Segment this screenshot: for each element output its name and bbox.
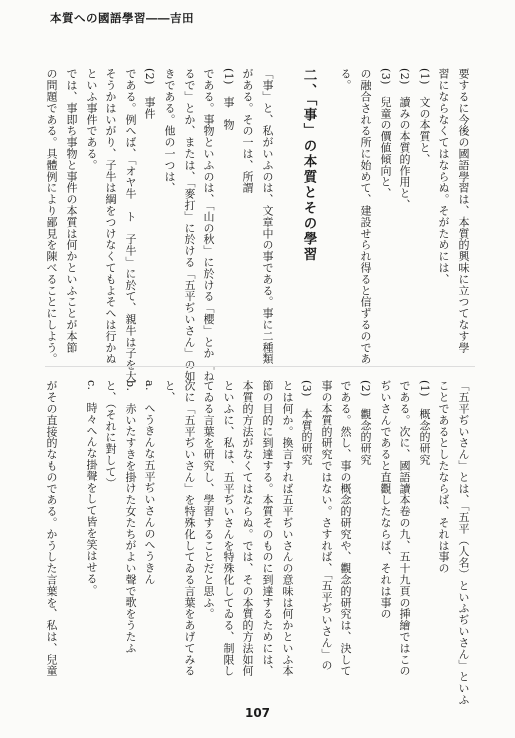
section-heading: 二、「事」の本質とその學習: [300, 68, 317, 263]
text-column: (3) 本質的研究: [300, 380, 313, 466]
section-divider: [45, 366, 475, 367]
text-column: である。例へば、「オヤ牛 ト 子牛」に於て、親牛は子を大: [124, 68, 137, 382]
text-column: (1) 概念的研究: [418, 380, 431, 466]
text-column: の融合される所に始めて、建設せられ得ると信ずるのであ: [359, 68, 372, 365]
text-column: きである。他の一つは、: [163, 68, 176, 194]
page-number: 107: [244, 706, 271, 720]
text-column: そうかはいがり、子牛は綱をつけなくてもよそへは行かぬ: [104, 68, 117, 365]
text-column: ことであるとしたならば、それは事の: [437, 380, 450, 574]
text-column: である。然し、事の概念的研究や、觀念的研究は、決して: [339, 380, 352, 677]
text-column: a. へうきんな五平ぢいさんのへうきん: [143, 380, 156, 585]
text-column: である。事物といふのは、「山の秋」に於ける「櫻」とか「ね: [202, 68, 215, 382]
text-column: 本質的方法がなくてはならぬ。では、その本質的方法如何: [241, 380, 254, 677]
text-column: 習にならなくてはならぬ。そがためには、: [437, 68, 450, 285]
text-column: 要するに今後の國語學習は、本質的興味に立つてなす學: [457, 68, 470, 353]
text-column: るで」とか、または、「麥打」に於ける「五平ぢいさん」の如: [183, 68, 196, 382]
text-column: てゐる言葉を研究し、學習することだと思ふ。: [202, 380, 215, 620]
text-column: 「事」と、私がいふのは、文章中の事である。事に二種類: [261, 68, 274, 365]
text-column: 事の本質的研究ではない。さすれば、「五平ぢいさん」の: [320, 380, 333, 671]
text-column: (2) 觀念的研究: [359, 380, 372, 466]
text-column: がある。その一は、所謂: [241, 68, 254, 194]
text-column: がその直接的なものである。かうした言葉を、私は、兒童: [45, 380, 58, 677]
text-column: の問題である。具體例により鄙見を陳べることにしよう。: [45, 68, 58, 365]
text-column: 節の目的に到達する。本質そのものに到達するためには、: [261, 380, 274, 677]
text-column: (1) 事 物: [222, 68, 235, 131]
text-column: (1) 文の本質と、: [418, 68, 431, 165]
text-column: である。次に、國語讀本卷の九、五十九頁の挿繪ではこの: [398, 380, 411, 677]
text-column: と、（それに對して）: [104, 380, 117, 489]
text-column: 次に「五平ぢいさん」を特殊化してゐる言葉をあげてみる: [183, 380, 196, 677]
text-column: では、事即ち事物と事件の本質は何かといふことが本節: [65, 68, 78, 353]
text-column: といふに、私は、五平ぢいさんを特殊化してゐる、制限し: [222, 380, 235, 677]
text-column: b. 赤いたすきを掛けた女たちがよい聲で歌をうたふ: [124, 380, 137, 654]
text-column: といふ事件である。: [85, 68, 98, 171]
text-column: (2) 事件: [143, 68, 156, 119]
text-column: とは何か。換言すれば五平ぢいさんの意味は何かといふ本: [281, 380, 294, 677]
text-column: c. 時々へんな掛聲をして皆を笑はせる。: [85, 380, 98, 596]
text-column: ぢいさんであると直觀したならば、それは事の: [379, 380, 392, 620]
running-header: 本質への國語學習――吉田: [50, 11, 194, 25]
text-column: と、: [163, 380, 176, 403]
text-column: る。: [339, 68, 352, 91]
text-column: 「五平ぢいさん」とは、「五平（人名）といふぢいさん」といふ: [457, 380, 470, 706]
text-column: (2) 讀みの本質的作用と、: [398, 68, 411, 211]
text-column: (3) 兒童の價値傾向と、: [379, 68, 392, 199]
